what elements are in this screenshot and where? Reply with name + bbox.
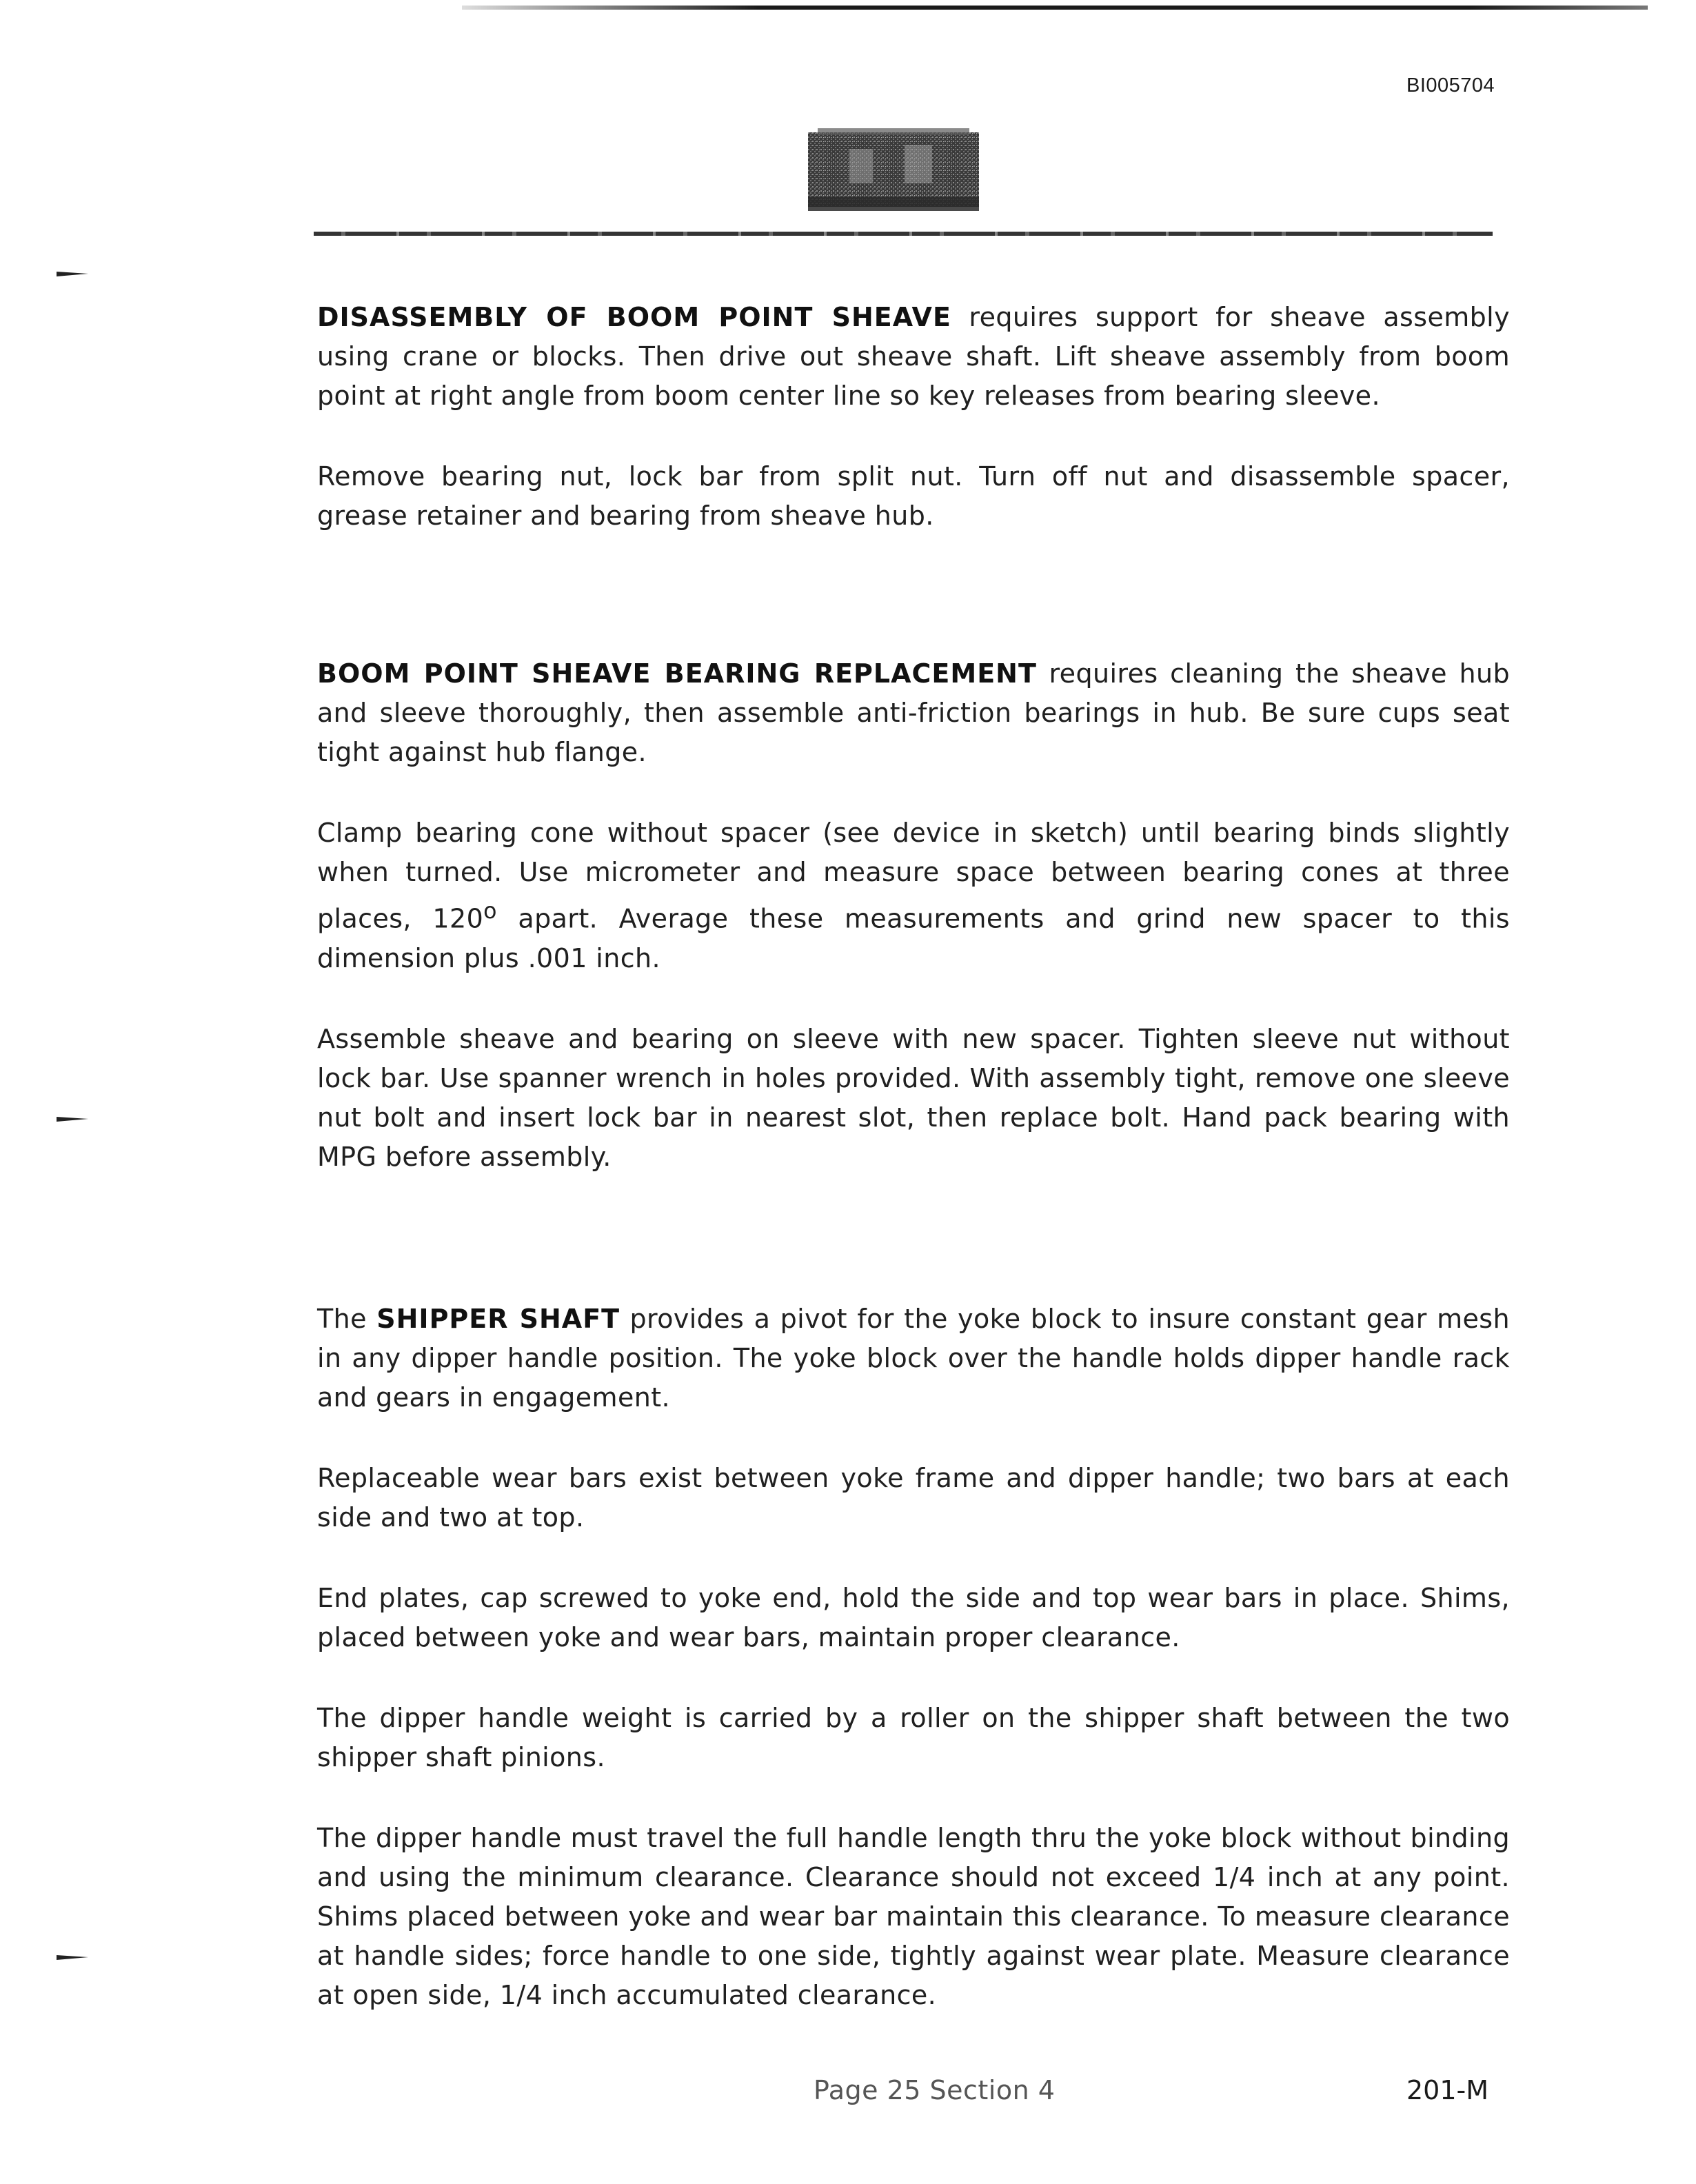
paragraph-shipper-shaft [317,1300,1510,1417]
paragraph-text: End plates, cap screwed to yoke end, hold the side and top wear bars in place. Shims, placed between yoke and wear bars, maintain proper clearance. [317,1582,1510,1652]
paragraph-disassembly [317,298,1510,416]
margin-tick-mark [57,1954,88,1961]
paragraph-text: The dipper handle weight is carried by a roller on the shipper shaft between the two shipper shaft pinions. [317,1702,1510,1772]
paragraph-heading: SHIPPER SHAFT [376,1303,620,1334]
paragraph-text: provides a pivot for the yoke block to insure constant gear mesh in any dipper handle position. The yoke block over the handle holds dipper handle rack and gears in engagement. [317,1303,1510,1413]
paragraph-heading: DISASSEMBLY OF BOOM POINT SHEAVE [317,302,951,332]
margin-tick-mark [57,270,88,277]
header-rule [314,232,1493,236]
paragraph-bearing-replacement [317,654,1510,772]
paragraph-handle-weight [317,1699,1510,1777]
page-section-label: Page 25 Section 4 [814,2075,1056,2105]
paragraph-assemble-sheave [317,1020,1510,1177]
paragraph-text: requires support for sheave assembly using crane or blocks. Then drive out sheave shaft. Lift sheave assembly from boom point at right angle from boom center line so key releases from bearing sleeve. [317,302,1511,411]
document-body [317,298,1510,2015]
document-id: BI005704 [1406,74,1495,97]
paragraph-remove-bearing-nut [317,457,1510,536]
paragraph-lead-prefix: The [317,1303,377,1334]
margin-tick-mark [57,1115,88,1122]
paragraph-text: Assemble sheave and bearing on sleeve with new spacer. Tighten sleeve nut without lock bar. Use spanner wrench in holes provided. With assembly tight, remove one sleeve nut bolt and insert lock bar in nearest slot, then replace bolt. Hand pack bearing with MPG before assembly. [317,1023,1510,1172]
paragraph-wear-bars [317,1459,1510,1537]
paragraph-text-continued: apart. Average these measurements and grind new spacer to this dimension plus .001 inch. [317,903,1510,973]
paragraph-text: The dipper handle must travel the full handle length thru the yoke block without binding and using the minimum clearance. Clearance should not exceed 1/4 inch at any point. Shims placed between yoke and wear bar maintain this clearance. To measure clearance at handle sides; force handle to one side, tightly against wear plate. Measure clearance at open side, 1/4 inch accumulated clearance. [317,1822,1510,2010]
document-code: 201-M [1406,2075,1489,2105]
paragraph-clamp-bearing-cone [317,813,1510,978]
company-logo [808,128,979,211]
paragraph-text: requires cleaning the sheave hub and sleeve thoroughly, then assemble anti-friction bearings in hub. Be sure cups seat tight against hub flange. [317,658,1510,767]
paragraph-text: Replaceable wear bars exist between yoke frame and dipper handle; two bars at each side and two at top. [317,1462,1510,1533]
top-rule [462,6,1648,10]
paragraph-text: Clamp bearing cone without spacer (see device in sketch) until bearing binds slightly when turned. Use micrometer and measure space between bearing cones at three places, 120 [317,818,1510,934]
paragraph-heading: BOOM POINT SHEAVE BEARING REPLACEMENT [317,658,1037,689]
paragraph-text: Remove bearing nut, lock bar from split nut. Turn off nut and disassemble spacer, grease retainer and bearing from sheave hub. [317,461,1510,531]
degree-superscript: o [483,899,497,924]
paragraph-handle-clearance [317,1819,1510,2015]
paragraph-end-plates [317,1579,1510,1657]
